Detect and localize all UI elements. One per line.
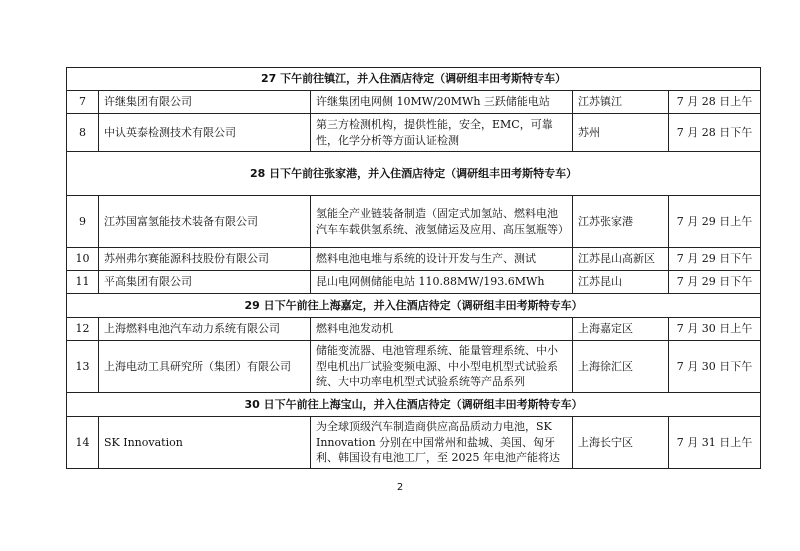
table-row xyxy=(67,417,761,469)
visit-date: 7 月 31 日上午 xyxy=(669,417,761,469)
location: 江苏镇江 xyxy=(573,91,669,114)
section-header-row xyxy=(67,393,761,417)
row-number: 14 xyxy=(67,417,99,469)
company-name: 许继集团有限公司 xyxy=(99,91,311,114)
table-row xyxy=(67,91,761,114)
page-number: 2 xyxy=(396,482,404,493)
table-row xyxy=(67,271,761,294)
company-name: 平高集团有限公司 xyxy=(99,271,311,294)
section-header-row xyxy=(67,294,761,318)
section-header: 29 日下午前往上海嘉定，并入住酒店待定（调研组丰田考斯特专车） xyxy=(67,294,761,318)
section-header-row xyxy=(67,68,761,91)
section-header: 28 日下午前往张家港，并入住酒店待定（调研组丰田考斯特专车） xyxy=(67,152,761,196)
row-number: 8 xyxy=(67,114,99,152)
visit-content: 为全球顶级汽车制造商供应高品质动力电池，SK Innovation 分别在中国常州和盐城、美国、匈牙利、韩国设有电池工厂，至 2025 年电池产能将达 xyxy=(311,417,573,469)
visit-content: 燃料电池电堆与系统的设计开发与生产、测试 xyxy=(311,248,573,271)
visit-content: 许继集团电网侧 10MW/20MWh 三跃储能电站 xyxy=(311,91,573,114)
company-name: 中认英泰检测技术有限公司 xyxy=(99,114,311,152)
section-header-row xyxy=(67,152,761,196)
company-name: 江苏国富氢能技术装备有限公司 xyxy=(99,196,311,248)
visit-date: 7 月 30 日上午 xyxy=(669,318,761,341)
visit-date: 7 月 29 日下午 xyxy=(669,271,761,294)
visit-content: 燃料电池发动机 xyxy=(311,318,573,341)
visit-content: 昆山电网侧储能电站 110.88MW/193.6MWh xyxy=(311,271,573,294)
visit-date: 7 月 30 日下午 xyxy=(669,341,761,393)
table-row xyxy=(67,341,761,393)
visit-content: 储能变流器、电池管理系统、能量管理系统、中小型电机出厂试验变频电源、中小型电机型式试验系统、大中功率电机型式试验系统等产品系列 xyxy=(311,341,573,393)
company-name: 上海燃料电池汽车动力系统有限公司 xyxy=(99,318,311,341)
row-number: 13 xyxy=(67,341,99,393)
visit-content: 第三方检测机构，提供性能，安全，EMC，可靠性，化学分析等方面认证检测 xyxy=(311,114,573,152)
location: 苏州 xyxy=(573,114,669,152)
schedule-table xyxy=(66,67,761,469)
row-number: 12 xyxy=(67,318,99,341)
location: 江苏昆山高新区 xyxy=(573,248,669,271)
table-row xyxy=(67,196,761,248)
row-number: 10 xyxy=(67,248,99,271)
location: 上海长宁区 xyxy=(573,417,669,469)
table-row xyxy=(67,318,761,341)
location: 上海嘉定区 xyxy=(573,318,669,341)
location: 江苏昆山 xyxy=(573,271,669,294)
table-row xyxy=(67,114,761,152)
table-row xyxy=(67,248,761,271)
row-number: 7 xyxy=(67,91,99,114)
row-number: 9 xyxy=(67,196,99,248)
company-name: 苏州弗尔赛能源科技股份有限公司 xyxy=(99,248,311,271)
visit-date: 7 月 29 日上午 xyxy=(669,196,761,248)
visit-content: 氢能全产业链装备制造（固定式加氢站、燃料电池汽车车载供氢系统、液氢储运及应用、高压氢瓶等） xyxy=(311,196,573,248)
section-header: 27 下午前往镇江，并入住酒店待定（调研组丰田考斯特专车） xyxy=(67,68,761,91)
location: 上海徐汇区 xyxy=(573,341,669,393)
visit-date: 7 月 28 日下午 xyxy=(669,114,761,152)
visit-date: 7 月 29 日下午 xyxy=(669,248,761,271)
visit-date: 7 月 28 日上午 xyxy=(669,91,761,114)
row-number: 11 xyxy=(67,271,99,294)
company-name: SK Innovation xyxy=(99,417,311,469)
location: 江苏张家港 xyxy=(573,196,669,248)
company-name: 上海电动工具研究所（集团）有限公司 xyxy=(99,341,311,393)
section-header: 30 日下午前往上海宝山，并入住酒店待定（调研组丰田考斯特专车） xyxy=(67,393,761,417)
